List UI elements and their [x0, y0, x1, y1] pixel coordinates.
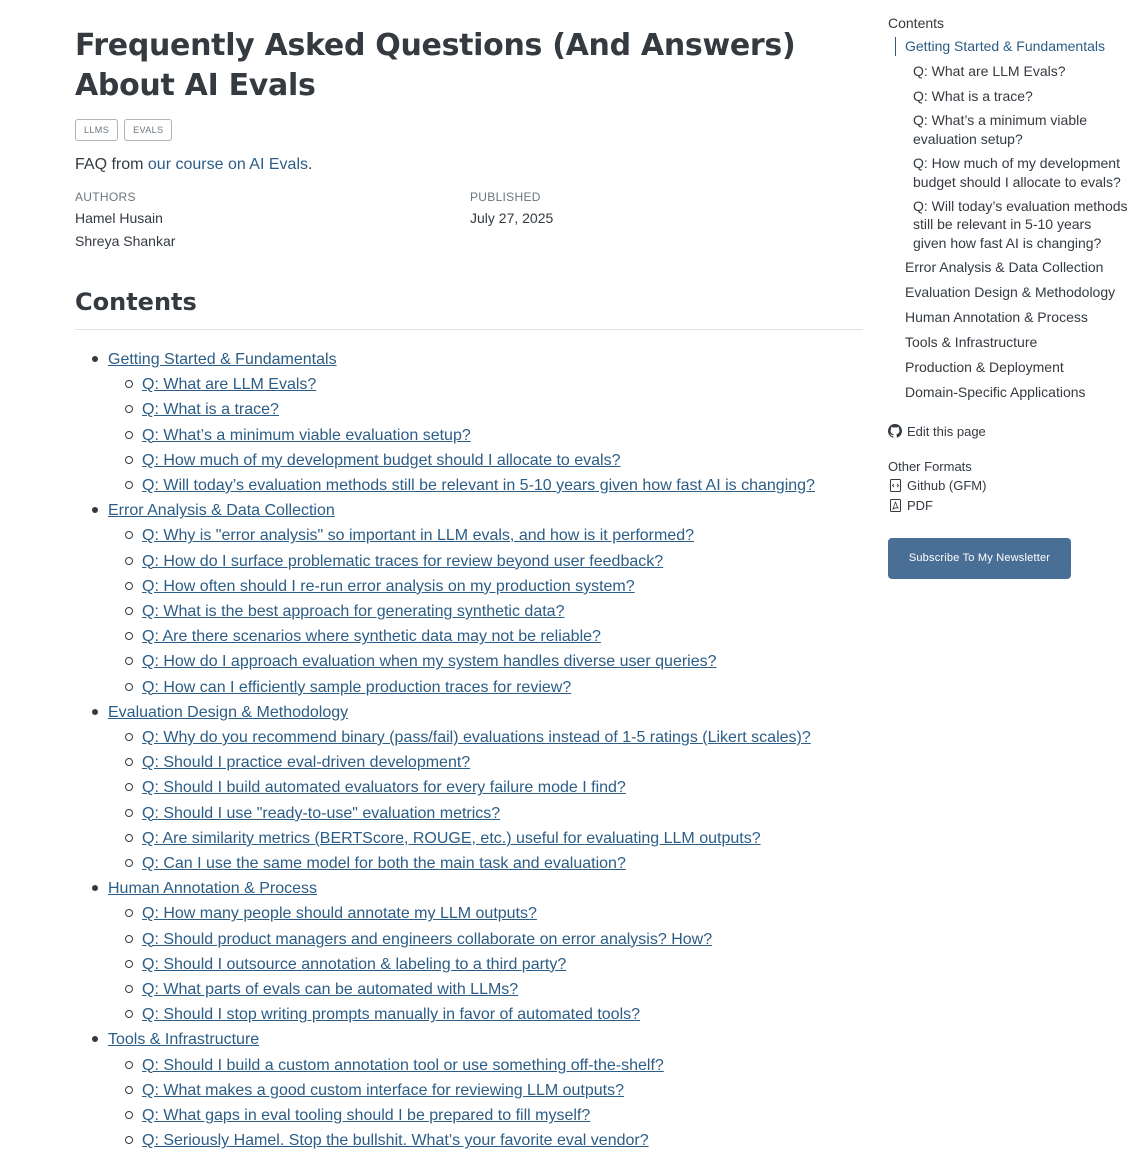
toc-question-link[interactable]: Q: How much of my development budget should I allocate to evals?: [142, 451, 621, 469]
toc-question-link[interactable]: Q: Should I stop writing prompts manually in favor of automated tools?: [142, 1006, 641, 1024]
toc-question-item: [108, 725, 865, 750]
toc-question-link[interactable]: Q: Why is "error analysis" so important in LLM evals, and how is it performed?: [142, 527, 695, 545]
toc-question-list: [108, 372, 865, 498]
published-date: July 27, 2025: [470, 210, 554, 226]
sidebar-question-item[interactable]: Q: What are LLM Evals?: [913, 63, 1066, 79]
toc-question-link[interactable]: Q: Can I use the same model for both the main task and evaluation?: [142, 855, 626, 873]
sidebar-question-item[interactable]: Q: What is a trace?: [913, 87, 1033, 104]
toc-question-link[interactable]: Q: Should I use "ready-to-use" evaluation metrics?: [142, 804, 501, 822]
toc-question-link[interactable]: Q: Are there scenarios where synthetic data may not be reliable?: [142, 628, 601, 646]
sidebar-section-item[interactable]: Human Annotation & Process: [905, 309, 1088, 326]
toc-question-link[interactable]: Q: How do I surface problematic traces for review beyond user feedback?: [142, 552, 664, 570]
toc-question-link[interactable]: Q: What gaps in eval tooling should I be prepared to fill myself?: [142, 1107, 591, 1125]
toc-question-link[interactable]: Q: Should product managers and engineers collaborate on error analysis? How?: [142, 930, 713, 948]
contents-heading: Contents: [75, 288, 197, 316]
toc-question-link[interactable]: Q: Why do you recommend binary (pass/fail) evaluations instead of 1-5 ratings (Likert scales)?: [142, 729, 811, 747]
toc-question-item: [108, 750, 865, 775]
toc-question-link[interactable]: Q: Are similarity metrics (BERTScore, ROUGE, etc.) useful for evaluating LLM outputs?: [142, 829, 761, 847]
toc-question-item: [108, 775, 865, 800]
sidebar-title: Contents: [888, 15, 945, 31]
authors-label: AUTHORS: [75, 190, 136, 204]
toc-question-link[interactable]: Q: How many people should annotate my LLM outputs?: [142, 905, 537, 923]
format-link-pdf[interactable]: [888, 496, 1128, 516]
toc-question-link[interactable]: Q: What is the best approach for generating synthetic data?: [142, 603, 565, 621]
authors-block: [75, 189, 470, 251]
sidebar-section-item[interactable]: Production & Deployment: [905, 359, 1064, 376]
sidebar-toc: [888, 13, 1128, 579]
published-block: [470, 189, 865, 251]
github-icon: [888, 424, 902, 438]
sidebar-section-item[interactable]: Tools & Infrastructure: [905, 334, 1038, 351]
edit-page-label: Edit this page: [907, 423, 986, 439]
toc-section: [75, 1027, 865, 1153]
toc-question-item: [108, 599, 865, 624]
toc-question-link[interactable]: Q: Will today’s evaluation methods still be relevant in 5-10 years given how fast AI is changing?: [142, 477, 815, 495]
format-link-gfm[interactable]: [888, 476, 1128, 496]
page-subtitle: [75, 154, 865, 176]
toc-question-link[interactable]: Q: How often should I re-run error analysis on my production system?: [142, 577, 635, 595]
sidebar-section-item[interactable]: Error Analysis & Data Collection: [905, 259, 1104, 276]
course-link[interactable]: our course on AI Evals: [147, 156, 308, 173]
toc-question-item: [108, 952, 865, 977]
toc-question-item: [108, 1103, 865, 1128]
toc-question-item: [108, 826, 865, 851]
author-name: Hamel Husain: [75, 210, 163, 226]
page-title: Frequently Asked Questions (And Answers) About AI Evals: [75, 28, 796, 103]
other-formats-heading: Other Formats: [888, 458, 972, 474]
toc-question-item: [108, 851, 865, 876]
tag-llms[interactable]: LLMS: [75, 119, 118, 141]
subscribe-button[interactable]: Subscribe To My Newsletter: [888, 538, 1071, 579]
toc-section: [75, 347, 865, 498]
toc-question-item: [108, 927, 865, 952]
toc-question-item: [108, 977, 865, 1002]
toc-question-item: [108, 1078, 865, 1103]
toc-section: [75, 876, 865, 1027]
subtitle-prefix: FAQ from: [75, 156, 148, 173]
format-label: Github (GFM): [907, 477, 987, 493]
sidebar-question-item[interactable]: Q: What’s a minimum viable evaluation setup?: [913, 112, 1088, 147]
format-label: PDF: [907, 497, 933, 513]
toc-question-item: [108, 448, 865, 473]
toc-section: [75, 498, 865, 700]
table-of-contents: [75, 347, 865, 1154]
toc-section-link[interactable]: Evaluation Design & Methodology: [108, 703, 349, 721]
toc-question-link[interactable]: Q: Should I practice eval-driven development?: [142, 754, 471, 772]
toc-section-link[interactable]: Error Analysis & Data Collection: [108, 502, 335, 520]
toc-question-link[interactable]: Q: Should I build automated evaluators for every failure mode I find?: [142, 779, 626, 797]
toc-question-item: [108, 473, 865, 498]
author-name: Shreya Shankar: [75, 233, 176, 249]
toc-question-item: [108, 1053, 865, 1078]
toc-section-link[interactable]: Tools & Infrastructure: [108, 1031, 260, 1049]
toc-question-list: [108, 901, 865, 1027]
toc-question-item: [108, 624, 865, 649]
main-content: [75, 0, 865, 1154]
sidebar-item-active-section[interactable]: Getting Started & Fundamentals: [895, 37, 1128, 56]
toc-question-item: [108, 549, 865, 574]
toc-question-link[interactable]: Q: Should I outsource annotation & labeling to a third party?: [142, 955, 567, 973]
sidebar-question-item[interactable]: Q: Will today’s evaluation methods still be relevant in 5-10 years given how fast AI is changing?: [913, 198, 1128, 251]
tag-evals[interactable]: EVALS: [124, 119, 172, 141]
toc-question-link[interactable]: Q: Seriously Hamel. Stop the bullshit. What’s your favorite eval vendor?: [142, 1132, 649, 1150]
toc-question-item: [108, 649, 865, 674]
toc-question-link[interactable]: Q: Should I build a custom annotation tool or use something off-the-shelf?: [142, 1056, 664, 1074]
toc-question-item: [108, 675, 865, 700]
toc-section: [75, 700, 865, 876]
sidebar-question-item[interactable]: Q: How much of my development budget should I allocate to evals?: [913, 155, 1121, 190]
article-meta: [75, 189, 865, 251]
toc-question-item: [108, 1002, 865, 1027]
toc-section-link[interactable]: Human Annotation & Process: [108, 880, 318, 898]
toc-question-list: [108, 725, 865, 876]
toc-question-list: [108, 523, 865, 699]
toc-question-item: [108, 901, 865, 926]
toc-question-item: [108, 397, 865, 422]
toc-question-list: [108, 1053, 865, 1154]
tag-list: [75, 119, 865, 141]
toc-question-item: [108, 423, 865, 448]
toc-question-link[interactable]: Q: What parts of evals can be automated with LLMs?: [142, 981, 519, 999]
toc-section-link[interactable]: Getting Started & Fundamentals: [108, 351, 337, 368]
toc-question-item: [108, 801, 865, 826]
toc-question-item: [108, 372, 865, 397]
toc-question-item: [108, 1128, 865, 1153]
heading-divider: [75, 329, 863, 330]
published-label: PUBLISHED: [470, 190, 541, 204]
toc-question-link[interactable]: Q: How can I efficiently sample production traces for review?: [142, 678, 572, 696]
pdf-file-icon: [888, 499, 902, 513]
toc-question-link[interactable]: Q: What’s a minimum viable evaluation setup?: [142, 426, 471, 444]
toc-question-item: [108, 574, 865, 599]
toc-question-link[interactable]: Q: What makes a good custom interface for reviewing LLM outputs?: [142, 1081, 625, 1099]
toc-question-item: [108, 523, 865, 548]
sidebar-question-list: [913, 62, 1128, 252]
toc-question-link[interactable]: Q: What is a trace?: [142, 401, 279, 419]
sidebar-section-item[interactable]: Evaluation Design & Methodology: [905, 284, 1116, 301]
sidebar-section-list: [888, 258, 1128, 402]
edit-page-link[interactable]: [888, 424, 1128, 439]
subtitle-suffix: .: [308, 156, 313, 173]
sidebar-section-item[interactable]: Domain-Specific Applications: [905, 384, 1086, 401]
toc-question-link[interactable]: Q: What are LLM Evals?: [142, 376, 317, 394]
toc-question-link[interactable]: Q: How do I approach evaluation when my system handles diverse user queries?: [142, 653, 717, 671]
code-file-icon: [888, 479, 902, 493]
